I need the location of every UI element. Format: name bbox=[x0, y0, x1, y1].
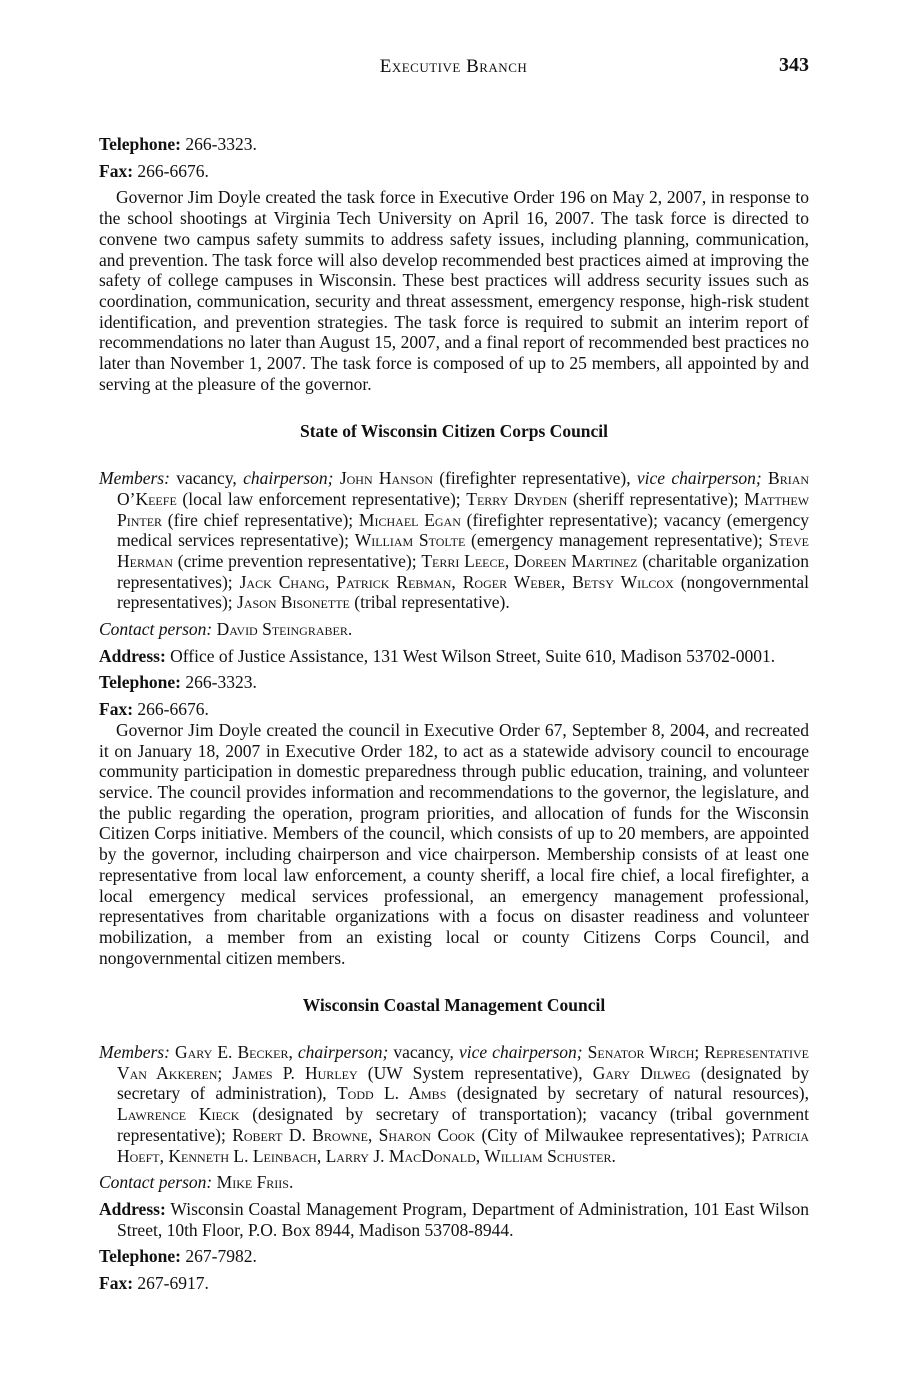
contact-value: David Steingraber. bbox=[216, 619, 353, 640]
telephone-label: Telephone: bbox=[99, 672, 182, 693]
member-text: (emergency management representative); bbox=[471, 530, 763, 551]
member-name: Brian O’Keefe bbox=[117, 468, 810, 509]
member-name: Terri Leece, Doreen Martinez bbox=[421, 550, 638, 571]
member-text: (local law enforcement representative); bbox=[182, 488, 461, 509]
member-text: vacancy, bbox=[393, 1042, 454, 1063]
member-name: Todd L. Ambs bbox=[336, 1083, 447, 1104]
member-name: Jack Chang, Patrick Rebman, Roger Weber, Betsy Wilcox bbox=[239, 571, 674, 592]
member-name: Matthew Pinter bbox=[117, 488, 810, 530]
member-name: Gary Dilweg bbox=[592, 1062, 691, 1083]
member-name: Robert D. Browne, Sharon Cook bbox=[232, 1124, 476, 1145]
member-text: (tribal representative). bbox=[354, 592, 510, 613]
members-label: Members: bbox=[99, 468, 170, 489]
member-role: chairperson; bbox=[243, 468, 334, 489]
coastal-telephone bbox=[99, 1246, 809, 1267]
citizen-corps-telephone bbox=[99, 672, 809, 693]
fax-value: 267-6917. bbox=[137, 1273, 209, 1294]
members-label: Members: bbox=[99, 1042, 170, 1063]
member-name: Lawrence Kieck bbox=[117, 1104, 240, 1125]
member-text: (designated by secretary of administration), bbox=[117, 1062, 810, 1104]
citizen-corps-contact bbox=[99, 619, 809, 640]
member-name: Senator Wirch; Representative Van Akkeren; James P. Hurley bbox=[117, 1042, 810, 1083]
intro-fax bbox=[99, 161, 809, 182]
member-text: (charitable organization representatives); bbox=[117, 550, 809, 592]
address-value: Office of Justice Assistance, 131 West Wilson Street, Suite 610, Madison 53702-0001. bbox=[170, 645, 776, 666]
contact-label: Contact person: bbox=[99, 1172, 213, 1193]
member-name: John Hanson bbox=[339, 468, 433, 489]
member-text: (City of Milwaukee representatives); bbox=[481, 1124, 746, 1145]
fax-label: Fax: bbox=[99, 699, 134, 720]
member-name: Patricia Hoeft, Kenneth L. Leinbach, Larry J. MacDonald, William Schuster. bbox=[117, 1124, 809, 1166]
telephone-label: Telephone: bbox=[99, 134, 182, 154]
intro-telephone bbox=[99, 134, 809, 155]
page-content bbox=[99, 134, 809, 1300]
member-name: William Stolte bbox=[354, 530, 466, 551]
page-number: 343 bbox=[779, 54, 809, 76]
contact-label: Contact person: bbox=[99, 619, 213, 640]
member-role: chairperson; bbox=[297, 1042, 389, 1063]
member-text: (designated by secretary of natural resources), bbox=[456, 1083, 809, 1104]
citizen-corps-address bbox=[99, 646, 809, 667]
member-text: (crime prevention representative); bbox=[177, 550, 417, 571]
section-title-citizen-corps: State of Wisconsin Citizen Corps Council bbox=[299, 421, 609, 442]
contact-value: Mike Friis. bbox=[216, 1172, 294, 1193]
member-name: Gary E. Becker, bbox=[175, 1042, 293, 1063]
coastal-address bbox=[99, 1199, 809, 1240]
member-name: Steve Herman bbox=[117, 530, 809, 571]
address-label: Address: bbox=[99, 1198, 166, 1219]
member-name: Michael Egan bbox=[358, 509, 461, 530]
fax-value: 266-6676. bbox=[137, 699, 209, 720]
address-label: Address: bbox=[99, 645, 166, 666]
member-role: vice chairperson; bbox=[636, 468, 762, 489]
telephone-value: 266-3323. bbox=[185, 134, 257, 154]
member-name: Jason Bisonette bbox=[237, 592, 350, 613]
member-name: Terry Dryden bbox=[466, 488, 568, 509]
citizen-corps-fax bbox=[99, 699, 809, 720]
member-text: (UW System representative), bbox=[367, 1062, 583, 1083]
member-text: (nongovernmental representatives); bbox=[117, 571, 810, 613]
member-text: (sheriff representative); bbox=[572, 488, 739, 509]
citizen-corps-description: Governor Jim Doyle created the council in Executive Order 67, September 8, 2004, and recreated it on January 18, 2007 in Executive Order 182, to act as a statewide advisory council to encourage community participation in domestic preparedness through public education, training, and volunteer service. The council provides information and recommendations to the governor, the legislature, and the public regarding the operation, program priorities, and allocation of funds for the Wisconsin Citizen Corps initiative. Members of the council, which consists of up to 20 members, are appointed by the governor, including chairperson and vice chairperson. Membership consists of at least one representative from local law enforcement, a county sheriff, a local fire chief, a local firefighter, a local emergency medical services professional, an emergency management professional, representatives from charitable organizations with a focus on disaster readiness and volunteer mobilization, a member from an existing local or county Citizens Corps Council, and nongovernmental citizen members. bbox=[99, 719, 809, 968]
citizen-corps-members bbox=[99, 468, 809, 613]
coastal-fax bbox=[99, 1273, 809, 1294]
telephone-value: 267-7982. bbox=[185, 1246, 257, 1267]
intro-description: Governor Jim Doyle created the task force in Executive Order 196 on May 2, 2007, in response to the school shootings at Virginia Tech University on April 16, 2007. The task force is directed to convene two campus safety summits to address safety issues, including planning, communication, and prevention. The task force will also develop recommended best practices aimed at improving the safety of college campuses in Wisconsin. These best practices will address security issues such as coordination, communication, security and threat assessment, emergency response, high-risk student identification, and prevention strategies. The task force is required to submit an interim report of recommendations no later than August 15, 2007, and a final report of recommended best practices no later than November 1, 2007. The task force is composed of up to 25 members, all appointed by and serving at the pleasure of the governor. bbox=[99, 187, 809, 394]
member-role: vice chairperson; bbox=[458, 1042, 583, 1063]
telephone-label: Telephone: bbox=[99, 1246, 182, 1267]
member-text: (designated by secretary of transportation); vacancy (tribal government representative); bbox=[117, 1104, 809, 1145]
member-text: vacancy, bbox=[176, 468, 237, 489]
running-head: Executive Branch bbox=[379, 56, 528, 77]
telephone-value: 266-3323. bbox=[185, 672, 257, 693]
member-text: (firefighter representative), bbox=[439, 468, 631, 489]
fax-value: 266-6676. bbox=[137, 160, 209, 181]
coastal-members bbox=[99, 1042, 809, 1166]
fax-label: Fax: bbox=[99, 160, 134, 181]
member-text: (firefighter representative); vacancy (emergency medical services representative); bbox=[117, 509, 810, 551]
coastal-contact bbox=[99, 1172, 809, 1193]
address-value: Wisconsin Coastal Management Program, Department of Administration, 101 East Wilson Street, 10th Floor, P.O. Box 8944, Madison 53708-8944. bbox=[117, 1198, 809, 1240]
member-text: (fire chief representative); bbox=[167, 509, 354, 530]
section-title-coastal: Wisconsin Coastal Management Council bbox=[302, 995, 606, 1016]
fax-label: Fax: bbox=[99, 1273, 134, 1294]
